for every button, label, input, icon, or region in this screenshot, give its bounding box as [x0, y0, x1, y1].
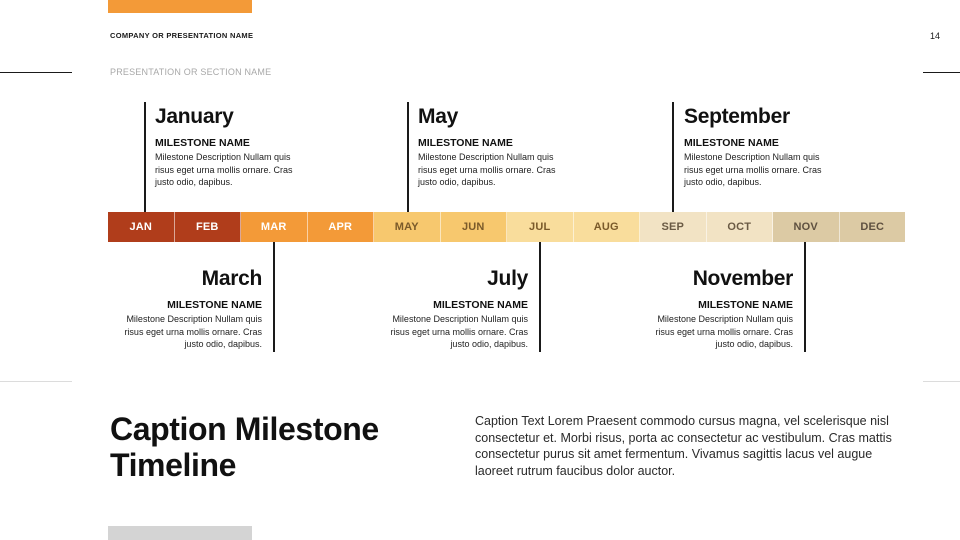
accent-bar-top: [108, 0, 252, 13]
connector-march: [273, 242, 275, 352]
month-cell-sep: SEP: [640, 212, 707, 242]
month-bar: [108, 212, 905, 242]
month-cell-mar: MAR: [241, 212, 308, 242]
month-cell-jul: JUL: [507, 212, 574, 242]
connector-november: [804, 242, 806, 352]
milestone-september-title: September: [684, 105, 790, 128]
milestone-november-title: November: [692, 267, 793, 290]
milestone-march-desc: Milestone Description Nullam quis risus eget urna mollis ornare. Cras justo odio, dapibus.: [124, 314, 262, 349]
connector-september: [672, 102, 674, 212]
header-rule-right: [923, 72, 960, 73]
caption-title: Caption Milestone Timeline: [110, 411, 379, 483]
milestone-september-name: MILESTONE NAME: [684, 137, 779, 149]
header-rule-left: [0, 72, 72, 73]
month-cell-may: MAY: [374, 212, 441, 242]
milestone-july-desc: Milestone Description Nullam quis risus eget urna mollis ornare. Cras justo odio, dapibus.: [390, 314, 528, 349]
milestone-may-name: MILESTONE NAME: [418, 137, 513, 149]
month-cell-dec: DEC: [840, 212, 906, 242]
milestone-march-name: MILESTONE NAME: [167, 299, 262, 311]
milestone-november-name: MILESTONE NAME: [698, 299, 793, 311]
page-number: 14: [929, 31, 940, 41]
milestone-may-desc: Milestone Description Nullam quis risus eget urna mollis ornare. Cras justo odio, dapibus.: [418, 152, 556, 187]
month-cell-feb: FEB: [175, 212, 242, 242]
month-cell-oct: OCT: [707, 212, 774, 242]
caption-text: Caption Text Lorem Praesent commodo cursus magna, vel scelerisque nisl consectetur et. Morbi risus, porta ac consectetur ac vestibulum. Cras mattis consectetur purus sit amet fermentum. Vivamus sagittis lacus vel augue laoreet rutrum faucibus dolor auctor.: [475, 414, 892, 478]
month-cell-jun: JUN: [441, 212, 508, 242]
milestone-may-title: May: [418, 105, 458, 128]
connector-may: [407, 102, 409, 212]
milestone-july-name: MILESTONE NAME: [433, 299, 528, 311]
month-cell-jan: JAN: [108, 212, 175, 242]
month-cell-nov: NOV: [773, 212, 840, 242]
milestone-march-title: March: [201, 267, 262, 290]
milestone-january-title: January: [155, 105, 234, 128]
connector-january: [144, 102, 146, 212]
caption-rule-right: [923, 381, 960, 382]
section-name: PRESENTATION OR SECTION NAME: [110, 67, 272, 77]
month-cell-apr: APR: [308, 212, 375, 242]
month-cell-aug: AUG: [574, 212, 641, 242]
company-name: COMPANY OR PRESENTATION NAME: [110, 31, 254, 40]
milestone-september-desc: Milestone Description Nullam quis risus eget urna mollis ornare. Cras justo odio, dapibus.: [684, 152, 822, 187]
milestone-july-title: July: [487, 267, 528, 290]
milestone-january-name: MILESTONE NAME: [155, 137, 250, 149]
milestone-november-desc: Milestone Description Nullam quis risus eget urna mollis ornare. Cras justo odio, dapibus.: [655, 314, 793, 349]
connector-july: [539, 242, 541, 352]
caption-rule-left: [0, 381, 72, 382]
accent-bar-bottom: [108, 526, 252, 540]
milestone-january-desc: Milestone Description Nullam quis risus eget urna mollis ornare. Cras justo odio, dapibus.: [155, 152, 293, 187]
